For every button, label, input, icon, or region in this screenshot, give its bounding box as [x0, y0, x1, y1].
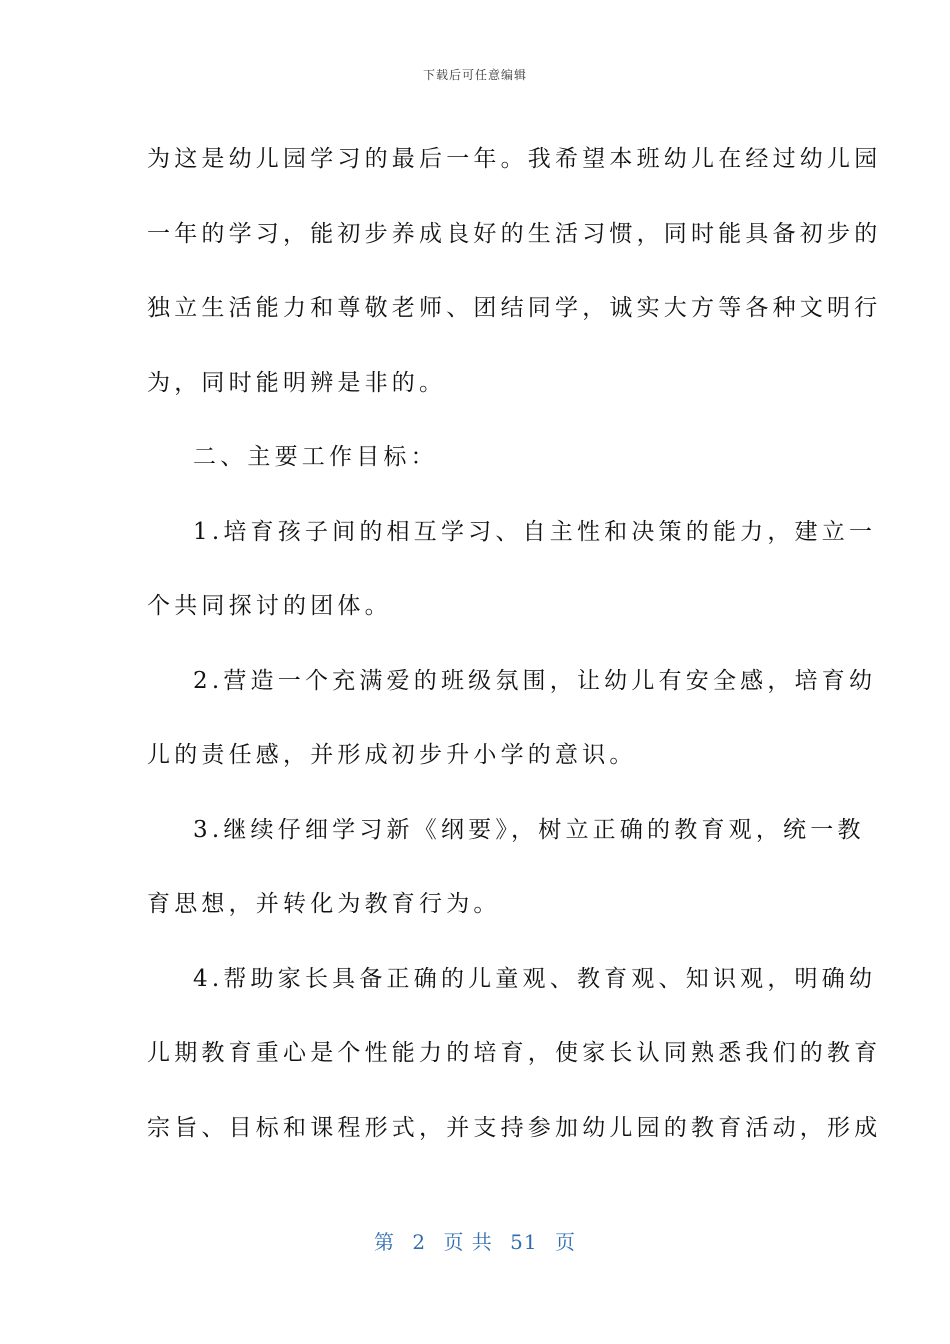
text-line: 1.培育孩子间的相互学习、自主性和决策的能力，建立一 — [193, 518, 877, 545]
text-line: 为这是幼儿园学习的最后一年。我希望本班幼儿在经过幼儿园 — [147, 146, 882, 172]
footer-middle: 页 共 — [443, 1230, 493, 1254]
text-line: 一年的学习，能初步养成良好的生活习惯，同时能具备初步的 — [147, 220, 882, 247]
text-line: 儿期教育重心是个性能力的培育，使家长认同熟悉我们的教育 — [147, 1040, 882, 1066]
footer-suffix: 页 — [554, 1230, 576, 1254]
text-line: 4.帮助家长具备正确的儿童观、教育观、知识观，明确幼 — [193, 965, 877, 992]
text-line: 个共同探讨的团体。 — [147, 593, 392, 619]
text-line: 宗旨、目标和课程形式，并支持参加幼儿园的教育活动，形成 — [147, 1114, 882, 1141]
text-line: 育思想，并转化为教育行为。 — [147, 891, 501, 917]
document-body — [147, 122, 882, 1165]
text-line: 独立生活能力和尊敬老师、团结同学，诚实大方等各种文明行 — [147, 295, 882, 321]
text-line: 为，同时能明辨是非的。 — [147, 369, 447, 396]
footer-prefix: 第 — [374, 1230, 395, 1254]
page-footer — [0, 1226, 950, 1255]
text-line: 3.继续仔细学习新《纲要》，树立正确的教育观，统一教 — [193, 816, 865, 843]
header-note: 下载后可任意编辑 — [422, 68, 527, 82]
current-page-number: 2 — [412, 1230, 427, 1254]
text-line: 2.营造一个充满爱的班级氛围，让幼儿有安全感，培育幼 — [193, 667, 877, 694]
total-page-count: 51 — [510, 1230, 538, 1254]
text-line: 儿的责任感，并形成初步升小学的意识。 — [147, 742, 637, 768]
section-heading: 二、主要工作目标： — [193, 444, 438, 470]
